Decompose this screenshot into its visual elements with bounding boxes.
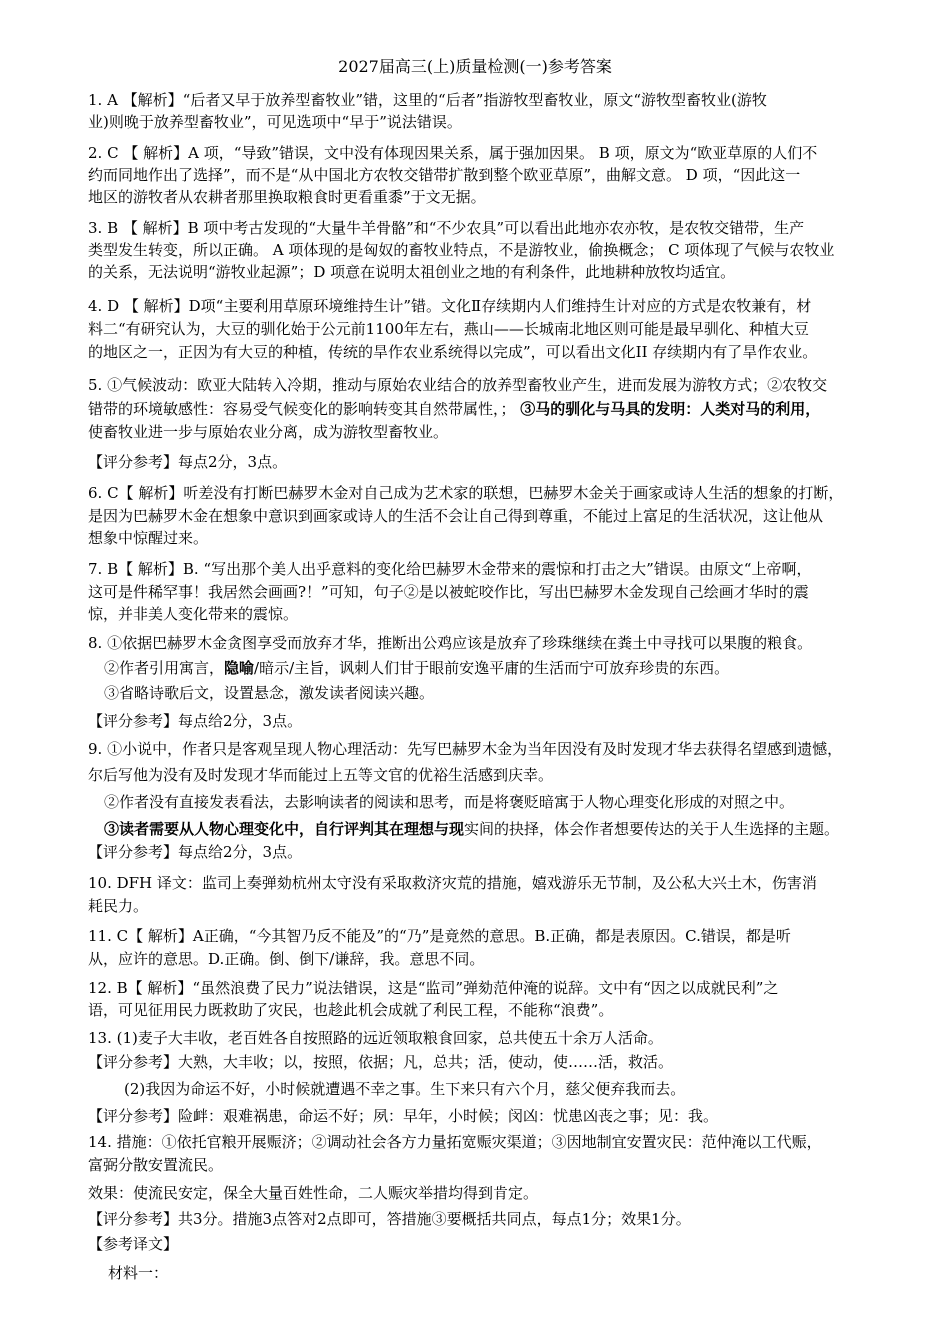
answer-6-line-2: 是因为巴赫罗木金在想象中意识到画家或诗人的生活不会让自己得到尊重，不能过上富足的生活状况，这让他从 (88, 507, 824, 525)
answer-5-line-2 (88, 398, 888, 420)
scoring-note-14: 【评分参考】共3分。措施3点答对2点即可，答措施③要概括共同点，每点1分；效果1分。 (88, 1210, 691, 1228)
answer-11-line-1: 11. C【 解析】A正确，“今其智乃反不能及”的“乃”是竟然的意思。B.正确，都是表原因。C.错误，都是听 (88, 927, 791, 945)
answer-13-part-1: 13. (1)麦子大丰收，老百姓各自按照路的远近领取粮食回家，总共使五十余万人活命。 (88, 1029, 663, 1047)
answer-2-line-1: 2. C 【 解析】A 项，“导致”错误，文中没有体现因果关系，属于强加因果。 B 项，原文为“欧亚草原的人们不 (88, 144, 818, 162)
scoring-note-8: 【评分参考】每点给2分，3点。 (88, 712, 303, 730)
answer-10-line-2: 耗民力。 (88, 897, 149, 915)
answer-12-line-2: 语，可见征用民力既救助了灾民，也趁此机会成就了利民工程，不能称“浪费”。 (88, 1001, 614, 1019)
answer-4-line-3: 的地区之一，正因为有大豆的种植，传统的旱作农业系统得以完成”，可以看出文化II 存续期内有了旱作农业。 (88, 343, 818, 361)
answer-2-line-3: 地区的游牧者从农耕者那里换取粮食时更看重黍”于文无据。 (88, 188, 486, 206)
answer-8-line-2 (104, 657, 904, 679)
answer-3-line-1: 3. B 【 解析】B 项中考古发现的“大量牛羊骨骼”和“不少农具”可以看出此地亦农亦牧，是农牧交错带，生产 (88, 219, 805, 237)
answer-1-line-2: 业)则晚于放养型畜牧业”，可见选项中“早于”说法错误。 (88, 113, 462, 131)
answer-5-line-2-text: 错带的环境敏感性：容易受气候变化的影响转变其自然带属性，； (88, 400, 516, 418)
answer-11-line-2: 从，应许的意思。D.正确。倒、倒下/谦辞，我。意思不同。 (88, 950, 485, 968)
answer-12-line-1: 12. B【 解析】“虽然浪费了民力”说法错误，这是“监司”弹劾范仲淹的说辞。文中有“因之以成就民利”之 (88, 979, 779, 997)
page-title: 2027届高三(上)质量检测(一)参考答案 (338, 57, 612, 76)
answer-13-part-2: (2)我因为命运不好，小时候就遭遇不幸之事。生下来只有六个月，慈父便弃我而去。 (124, 1080, 686, 1098)
answer-6-line-3: 想象中惊醒过来。 (88, 529, 209, 547)
answer-8-line-3: ③省略诗歌后文，设置悬念，激发读者阅读兴趣。 (104, 684, 435, 702)
answer-9-line-1: 9. ①小说中，作者只是客观呈现人物心理活动：先写巴赫罗木金为当年因没有及时发现才华去获得名望感到遗憾， (88, 740, 843, 758)
answer-8-line-2-end: /暗示/主旨，讽刺人们甘于眼前安逸平庸的生活而宁可放弃珍贵的东西。 (254, 659, 730, 677)
scoring-note-9: 【评分参考】每点给2分，3点。 (88, 843, 303, 861)
scoring-note-5: 【评分参考】每点2分，3点。 (88, 453, 288, 471)
answer-5-line-1: 5. ①气候波动：欧亚大陆转入冷期，推动与原始农业结合的放养型畜牧业产生，进而发展为游牧方式；②农牧交 (88, 376, 828, 394)
answer-8-bold-word: 隐喻 (224, 659, 255, 677)
scoring-note-13-1: 【评分参考】大熟，大丰收；以，按照，依据；凡，总共；活，使动，使……活，救活。 (88, 1053, 674, 1071)
scoring-note-13-2: 【评分参考】险衅：艰难祸患，命运不好；夙：早年，小时候；闵凶：忧患凶丧之事；见：我。 (88, 1107, 719, 1125)
answer-7-line-3: 惊，并非美人变化带来的震惊。 (88, 605, 299, 623)
translation-heading: 【参考译文】 (88, 1235, 179, 1253)
answer-9-line-2: 尔后写他为没有及时发现才华而能过上五等文官的优裕生活感到庆幸。 (88, 766, 554, 784)
answer-5-line-3: 使畜牧业进一步与原始农业分离，成为游牧型畜牧业。 (88, 423, 449, 441)
answer-8-line-1: 8. ①依据巴赫罗木金贪图享受而放弃才华，推断出公鸡应该是放弃了珍珠继续在粪土中寻找可以果腹的粮食。 (88, 634, 813, 652)
answer-9-bold-part: ③读者需要从人物心理变化中，自行评判其在理想与现 (104, 820, 465, 838)
answer-7-line-2: 这可是件稀罕事！我居然会画画?！”可知，句子②是以被蛇咬作比，写出巴赫罗木金发现自己绘画才华时的震 (88, 583, 809, 601)
answer-8-line-2-start: ②作者引用寓言， (104, 659, 225, 677)
answer-10-line-1: 10. DFH 译文：监司上奏弹劾杭州太守没有采取救济灾荒的措施，嬉戏游乐无节制，及公私大兴土木，伤害消 (88, 874, 817, 892)
answer-4-line-1: 4. D 【 解析】D项“主要利用草原环境维持生计”错。文化Ⅱ存续期内人们维持生计对应的方式是农牧兼有，材 (88, 297, 812, 315)
material-one-heading: 材料一： (108, 1264, 169, 1282)
answer-7-line-1: 7. B【 解析】B. “写出那个美人出乎意料的变化给巴赫罗木金带来的震惊和打击之大”错误。由原文“上帝啊， (88, 560, 812, 578)
answer-9-line-4 (104, 818, 904, 840)
answer-3-line-3: 的关系，无法说明“游牧业起源”；D 项意在说明太祖创业之地的有利条件，此地耕种放牧均适宜。 (88, 263, 736, 281)
answer-14-line-2: 富弼分散安置流民。 (88, 1156, 224, 1174)
answer-6-line-1: 6. C【 解析】听差没有打断巴赫罗木金对自己成为艺术家的联想，巴赫罗木金关于画家或诗人生活的想象的打断， (88, 484, 844, 502)
answer-4-line-2: 料二“有研究认为，大豆的驯化始于公元前1100年左右，燕山——长城南北地区则可能是最早驯化、种植大豆 (88, 320, 809, 338)
answer-2-line-2: 约而同地作出了选择”，而不是“从中国北方农牧交错带扩散到整个欧亚草原”，曲解文意。 D 项，“因此这一 (88, 166, 801, 184)
answer-9-line-4-end: 实间的抉择，体会作者想要传达的关于人生选择的主题。 (464, 820, 840, 838)
answer-14-line-1: 14. 措施：①依托官粮开展赈济；②调动社会各方力量拓宽赈灾渠道；③因地制宜安置灾民：范仲淹以工代赈， (88, 1133, 822, 1151)
answer-9-line-3: ②作者没有直接发表看法，去影响读者的阅读和思考，而是将褒贬暗寓于人物心理变化形成的对照之中。 (104, 793, 795, 811)
answer-5-bold-point: ③马的驯化与马具的发明：人类对马的利用， (520, 400, 821, 418)
answer-1-line-1: 1. A 【解析】“后者又早于放养型畜牧业”错，这里的“后者”指游牧型畜牧业，原文“游牧型畜牧业(游牧 (88, 91, 767, 109)
answer-3-line-2: 类型发生转变，所以正确。 A 项体现的是匈奴的畜牧业特点，不是游牧业，偷换概念； C 项体现了气候与农牧业 (88, 241, 835, 259)
answer-14-effect: 效果：使流民安定，保全大量百姓性命，二人赈灾举措均得到肯定。 (88, 1184, 539, 1202)
